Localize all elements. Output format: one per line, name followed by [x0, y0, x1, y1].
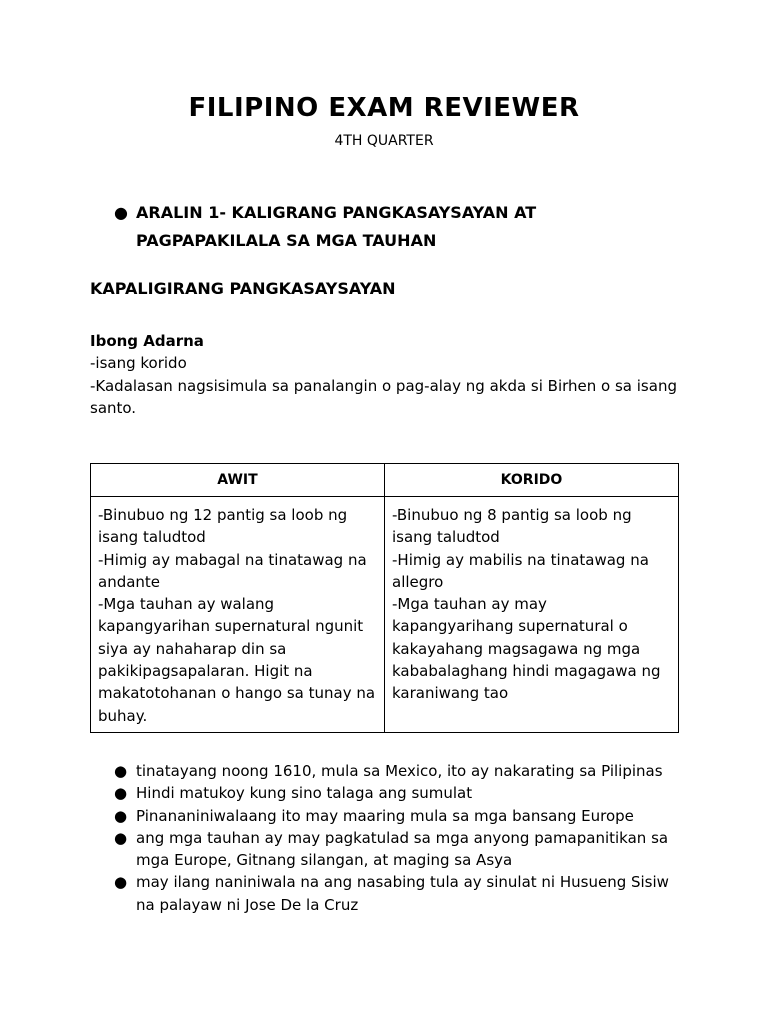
bullet-icon: ● [114, 762, 128, 780]
korido-line-1: -Binubuo ng 8 pantig sa loob ng isang taludtod [392, 506, 632, 547]
korido-line-2: -Himig ay mabilis na tinatawag na allegro [392, 550, 649, 591]
korido-line-3: -Mga tauhan ay may kapangyarihang supernatural o kakayahang magsagawa ng mga kababalaghang hindi magagawa ng karaniwang tao [392, 595, 661, 703]
list-item-text: may ilang naniniwala na ang nasabing tula ay sinulat ni Husueng Sisiw na palayaw ni Jose De la Cruz [136, 873, 669, 914]
bullet-icon: ● [114, 203, 128, 222]
intro-title: Ibong Adarna [90, 332, 204, 350]
table-row [91, 497, 679, 733]
awit-line-3: -Mga tauhan ay walang kapangyarihan supernatural ngunit siya ay nahaharap din sa pakikipagsapalaran. Higit na makatotohanan o hango sa tunay na buhay. [98, 595, 376, 725]
page-subtitle: 4TH QUARTER [334, 133, 434, 149]
awit-line-1: -Binubuo ng 12 pantig sa loob ng isang taludtod [98, 506, 348, 547]
intro-line-1: -isang korido [90, 354, 187, 373]
korido-cell [385, 497, 679, 733]
facts-list [114, 760, 684, 916]
list-item-text: Hindi matukoy kung sino talaga ang sumulat [136, 784, 473, 803]
comparison-table [90, 463, 679, 733]
bullet-icon: ● [114, 828, 128, 847]
table-header-awit: AWIT [91, 464, 385, 497]
list-item [114, 782, 684, 804]
intro-paragraph [90, 330, 680, 419]
awit-cell [91, 497, 385, 733]
bullet-icon: ● [114, 806, 128, 825]
lesson-heading [114, 199, 584, 255]
list-item-text: tinatayang noong 1610, mula sa Mexico, ito ay nakarating sa Pilipinas [136, 762, 663, 780]
page-title: FILIPINO EXAM REVIEWER [188, 93, 580, 123]
lesson-heading-line2: PAGPAPAKILALA SA MGA TAUHAN [136, 231, 437, 250]
table-header-row [91, 464, 679, 497]
section-heading: KAPALIGIRANG PANGKASAYSAYAN [90, 279, 396, 298]
list-item-text: Pinananiniwalaang ito may maaring mula sa mga bansang Europe [136, 806, 634, 825]
table-header-korido: KORIDO [385, 464, 679, 497]
list-item [114, 760, 684, 782]
intro-line-2: -Kadalasan nagsisimula sa panalangin o pag-alay ng akda si Birhen o sa isang santo. [90, 376, 677, 417]
bullet-icon: ● [114, 873, 128, 892]
bullet-icon: ● [114, 784, 128, 803]
lesson-heading-line1: ARALIN 1- KALIGRANG PANGKASAYSAYAN AT [136, 203, 537, 222]
awit-line-2: -Himig ay mabagal na tinatawag na andante [98, 550, 367, 591]
list-item [114, 805, 684, 827]
list-item [114, 871, 684, 916]
list-item-text: ang mga tauhan ay may pagkatulad sa mga anyong pamapanitikan sa mga Europe, Gitnang silangan, at maging sa Asya [136, 828, 669, 870]
list-item [114, 827, 684, 872]
